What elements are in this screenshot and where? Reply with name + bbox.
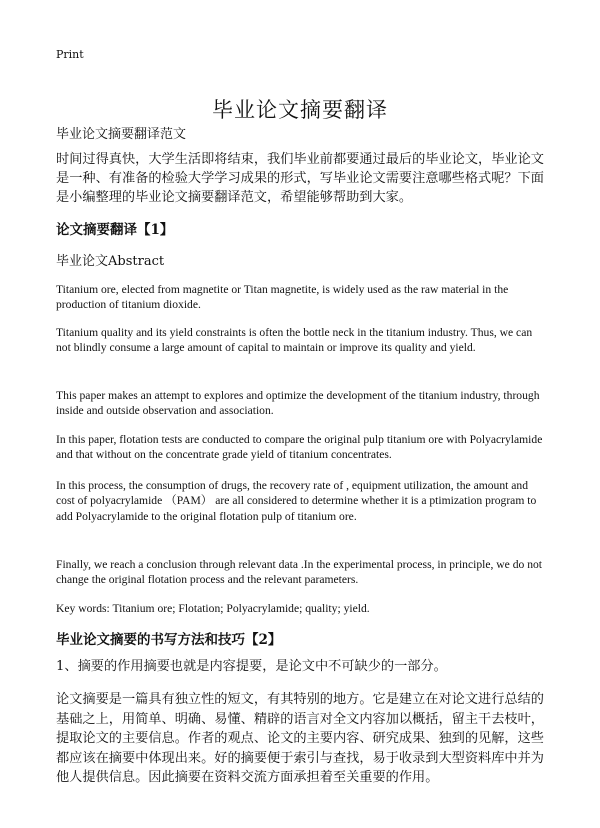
abstract-paragraph: This paper makes an attempt to explores and optimize the development of the titanium industry, through inside and outside observation and association. xyxy=(56,389,540,418)
section-heading-2: 毕业论文摘要的书写方法和技巧【2】 xyxy=(56,632,282,648)
section-heading-1: 论文摘要翻译【1】 xyxy=(56,222,174,238)
abstract-paragraph: Titanium ore, elected from magnetite or Titan magnetite, is widely used as the raw material in the production of titanium dioxide. xyxy=(56,283,509,312)
abstract-paragraph: Titanium quality and its yield constraints is often the bottle neck in the titanium industry. Thus, we can not blindly consume a large amount of capital to maintain or improve its quality and yield. xyxy=(56,326,533,355)
page-title: 毕业论文摘要翻译 xyxy=(212,98,388,123)
abstract-paragraph: Finally, we reach a conclusion through relevant data .In the experimental process, in principle, we do not change the original flotation process and the relevant parameters. xyxy=(56,558,543,587)
abstract-paragraph: In this paper, flotation tests are conducted to compare the original pulp titanium ore with Polyacrylamide and that without on the concentrate grade yield of titanium concentrates. xyxy=(56,433,543,462)
subtitle: 毕业论文摘要翻译范文 xyxy=(56,127,187,142)
print-link[interactable]: Print xyxy=(56,48,84,61)
body-paragraph: 1、摘要的作用摘要也就是内容提要，是论文中不可缺少的一部分。 xyxy=(56,659,447,674)
abstract-label: 毕业论文Abstract xyxy=(56,254,165,269)
intro-paragraph: 时间过得真快，大学生活即将结束，我们毕业前都要通过最后的毕业论文，毕业论文是一种、有准备的检验大学学习成果的形式，写毕业论文需要注意哪些格式呢？下面是小编整理的毕业论文摘要翻译范文，希望能够帮助到大家。 xyxy=(56,152,544,205)
abstract-paragraph: In this process, the consumption of drugs, the recovery rate of , equipment utilization, the amount and cost of polyacrylamide （PAM） are all considered to determine whether it is a ptimization program to add Polyacrylamide to the original flotation pulp of titanium ore. xyxy=(56,479,537,523)
body-paragraph: 论文摘要是一篇具有独立性的短文，有其特别的地方。它是建立在对论文进行总结的基础之上，用简单、明确、易懂、精辟的语言对全文内容加以概括，留主干去枝叶，提取论文的主要信息。作者的观点、论文的主要内容、研究成果、独到的见解，这些都应该在摘要中体现出来。好的摘要便于索引与查找，易于收录到大型资料库中并为他人提供信息。因此摘要在资料交流方面承担着至关重要的作用。 xyxy=(56,692,544,785)
keywords-line: Key words: Titanium ore; Flotation; Polyacrylamide; quality; yield. xyxy=(56,602,370,615)
